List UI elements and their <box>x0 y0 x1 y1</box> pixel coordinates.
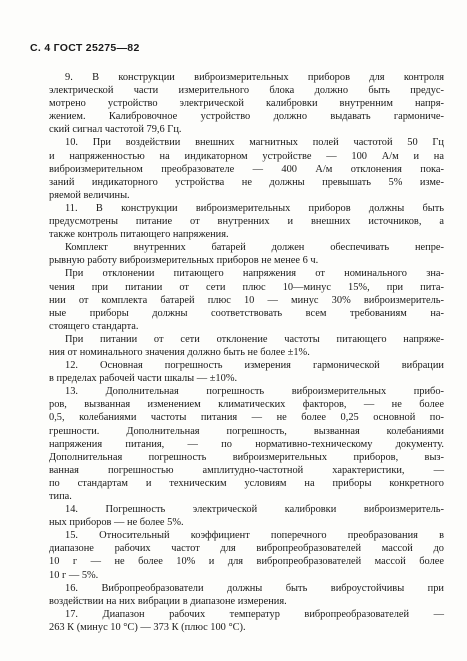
text-line: в пределах рабочей части шкалы — ±10%. <box>49 373 238 385</box>
text-line: чения при питании от сети плюс 10—минус 15%, при пита- <box>49 281 444 293</box>
text-line: мотрено устройство электрической калибровки внутренним напря- <box>49 98 444 110</box>
text-line: виброизмерительном преобразователе — 400 А/м отклонения пока- <box>49 163 444 175</box>
text-line: 12. Основная погрешность измерения гармонической вибрации <box>65 360 444 372</box>
text-line: 15. Относительный коэффициент поперечного преобразования в <box>65 530 444 542</box>
text-line: рывную работу виброизмерительных приборов не менее 6 ч. <box>49 255 319 267</box>
text-line: 14. Погрешность электрической калибровки виброизмеритель- <box>65 504 444 516</box>
text-line: по стандартам и техническим условиям на приборы конкретного <box>49 477 444 489</box>
text-line: 0,5, колебаниями частоты питания — не более 0,25 основной по- <box>49 412 444 424</box>
text-line: диапазоне рабочих частот для вибропреобразователей массой до <box>49 543 444 555</box>
paragraph <box>49 71 444 136</box>
paragraph <box>49 241 444 267</box>
text-line: нии от комплекта батарей плюс 10 — минус 30% виброизмеритель- <box>49 294 444 306</box>
text-line: также контроль питающего напряжения. <box>49 229 229 241</box>
text-line: напряжения питания, — по нормативно-техническому документу. <box>49 438 444 450</box>
text-line: предусмотрены питание от внутренних и внешних источников, а <box>49 216 444 228</box>
text-line: 10 г — 5%. <box>49 569 99 581</box>
text-line: ные приборы должны соответствовать всем требованиям на- <box>49 307 444 319</box>
text-line: 263 К (минус 10 °С) — 373 К (плюс 100 °С). <box>49 621 246 633</box>
paragraph <box>49 608 444 634</box>
text-line: 10 г — не более 10% и для вибропреобразователей массой более <box>49 556 444 568</box>
text-line: заний индикаторного устройства не должны превышать 5% изме- <box>49 176 444 188</box>
page-header: С. 4 ГОСТ 25275—82 <box>30 42 140 54</box>
text-line: Комплект внутренних батарей должен обеспечивать непре- <box>65 242 444 254</box>
text-line: ров, вызванная изменением климатических факторов, — не более <box>49 399 444 411</box>
text-line: ванная погрешностью амплитудно-частотной характеристики, — <box>49 464 444 476</box>
paragraph <box>49 136 444 201</box>
text-line: ния от номинального значения должно быть не более ±1%. <box>49 346 310 358</box>
document-body <box>49 71 444 634</box>
text-line: При питании от сети отклонение частоты питающего напряже- <box>65 333 444 345</box>
text-line: типа. <box>49 491 72 502</box>
text-line: 9. В конструкции виброизмерительных приборов для контроля <box>65 72 444 83</box>
paragraph <box>49 267 444 332</box>
paragraph <box>49 385 444 503</box>
text-line: 13. Дополнительная погрешность виброизмерительных прибо- <box>65 386 444 398</box>
paragraph <box>49 333 444 359</box>
text-line: ряемой величины. <box>49 189 130 201</box>
text-line: 10. При воздействии внешних магнитных полей частотой 50 Гц <box>65 137 444 149</box>
text-line: и напряженностью на индикаторном устройстве — 100 А/м и на <box>49 150 444 162</box>
text-line: ных приборов — не более 5%. <box>49 517 184 529</box>
text-line: воздействии на них вибрации в диапазоне измерения. <box>49 595 287 607</box>
text-line: Дополнительная погрешность виброизмерительных приборов, выз- <box>49 451 444 463</box>
text-line: 11. В конструкции виброизмерительных приборов должны быть <box>65 202 444 214</box>
text-line: жением. Калибровочное устройство должно выдавать гармониче- <box>49 111 444 123</box>
paragraph <box>49 529 444 581</box>
text-line: электрической части измерительного блока должно быть предус- <box>49 85 444 97</box>
paragraph <box>49 582 444 608</box>
text-line: стоящего стандарта. <box>49 320 139 332</box>
text-line: грешности. Дополнительная погрешность, вызванная колебаниями <box>49 425 444 437</box>
text-line: 17. Диапазон рабочих температур вибропреобразователей — <box>65 608 444 620</box>
paragraph <box>49 359 444 385</box>
text-line: При отклонении питающего напряжения от номинального зна- <box>65 268 444 280</box>
paragraph <box>49 503 444 529</box>
text-line: ский сигнал частотой 79,6 Гц. <box>49 124 182 136</box>
paragraph <box>49 202 444 241</box>
text-line: 16. Вибропреобразователи должны быть виброустойчивы при <box>65 582 444 594</box>
